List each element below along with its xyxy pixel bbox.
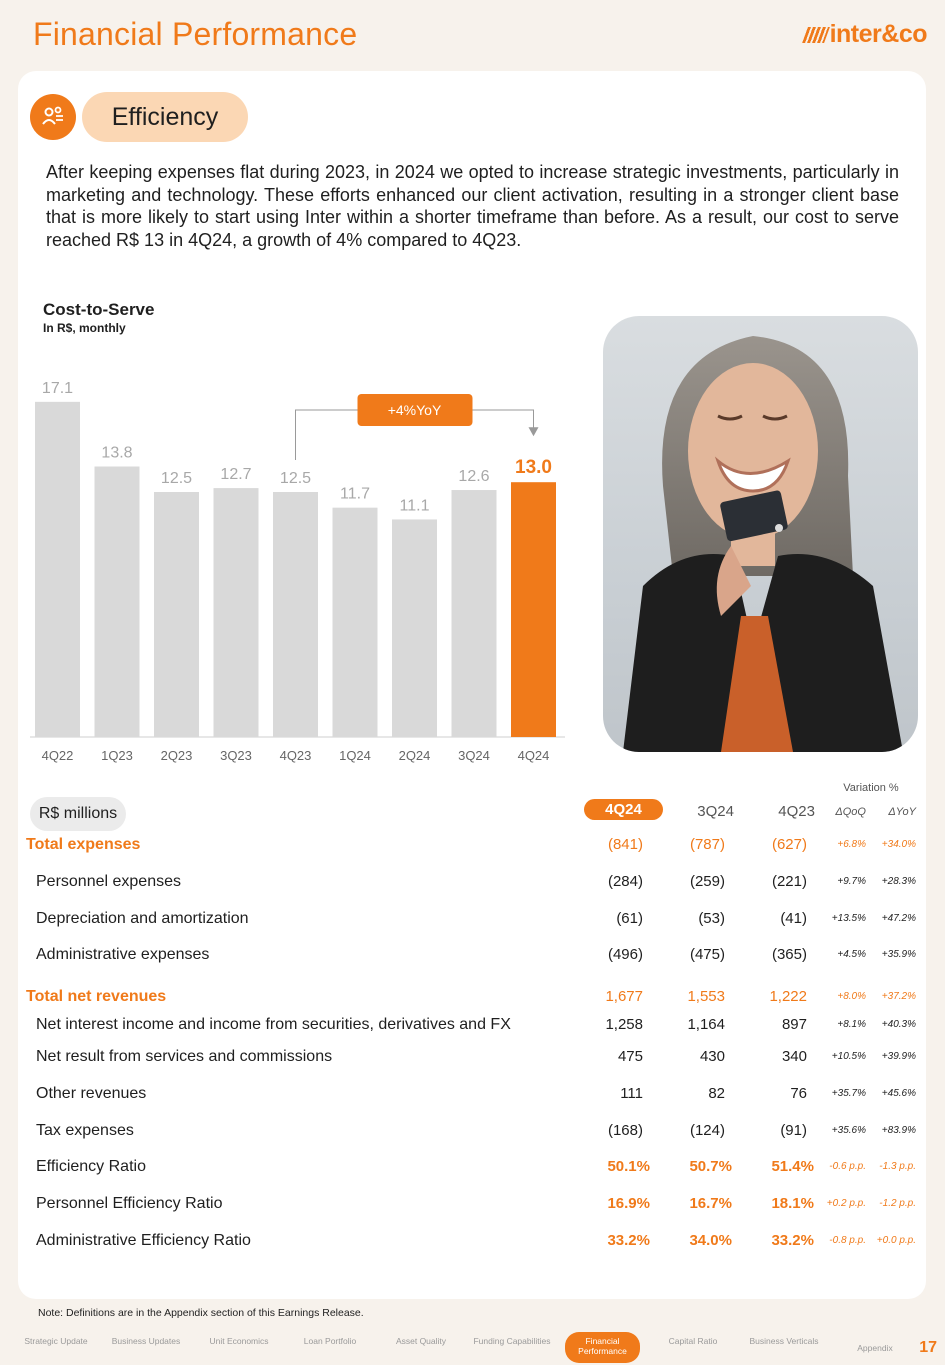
bar-1Q24 — [333, 508, 378, 737]
bar-2Q23 — [154, 492, 199, 737]
row-value-3q24: (787) — [689, 836, 725, 853]
nav-item-financial-performance[interactable]: Financial Performance — [565, 1332, 640, 1363]
x-tick-label: 2Q24 — [398, 748, 431, 763]
row-delta-qoq: +35.6% — [831, 1125, 866, 1136]
row-delta-qoq: +10.5% — [831, 1051, 866, 1062]
row-value-3q24: (475) — [689, 946, 725, 963]
row-value-4q24: 475 — [617, 1048, 643, 1065]
row-value-4q23: (41) — [780, 910, 807, 927]
row-label: Net result from services and commissions — [36, 1048, 333, 1065]
row-value-4q24: 1,258 — [605, 1016, 643, 1033]
col-header-3q24: 3Q24 — [697, 803, 734, 820]
section-navigation — [0, 1332, 945, 1365]
row-value-4q23: 18.1% — [771, 1195, 814, 1212]
table-row — [0, 1122, 945, 1152]
table-row — [0, 1195, 945, 1225]
row-value-3q24: (259) — [689, 873, 725, 890]
row-value-4q23: (221) — [771, 873, 807, 890]
row-delta-yoy: +47.2% — [881, 913, 916, 924]
x-tick-label: 4Q23 — [279, 748, 312, 763]
nav-item-unit-economics[interactable]: Unit Economics — [209, 1336, 269, 1346]
col-header-qoq: ΔQoQ — [835, 806, 866, 818]
bar-value-label: 17.1 — [41, 379, 74, 397]
bar-value-label: 11.1 — [399, 497, 430, 515]
row-label: Administrative Efficiency Ratio — [36, 1232, 251, 1249]
brand-logo — [805, 20, 927, 49]
row-label: Total net revenues — [26, 988, 167, 1005]
row-delta-yoy: +40.3% — [881, 1019, 916, 1030]
table-row — [0, 1048, 945, 1078]
chart-title: Cost-to-Serve — [43, 300, 155, 319]
row-value-4q23: 1,222 — [769, 988, 807, 1005]
nav-item-business-verticals[interactable]: Business Verticals — [749, 1336, 819, 1346]
page-number: 17 — [919, 1339, 937, 1356]
row-delta-yoy: +37.2% — [881, 991, 916, 1002]
row-delta-qoq: +6.8% — [837, 839, 866, 850]
row-delta-qoq: +4.5% — [837, 949, 866, 960]
nav-item-funding-capabilities[interactable]: Funding Capabilities — [473, 1336, 551, 1346]
nav-item-appendix[interactable]: Appendix — [857, 1343, 893, 1353]
bar-value-label: 13.8 — [101, 444, 133, 462]
brand-stripes-icon — [802, 27, 830, 43]
row-delta-qoq: +35.7% — [831, 1088, 866, 1099]
intro-paragraph: After keeping expenses flat during 2023, in 2024 we opted to increase strategic investments, particularly in marketing and technology. These efforts enhanced our client activation, resulting in a stronger client base that is more likely to start using Inter within a shorter timeframe than before. As a result, our cost to serve reached R$ 13 in 4Q24, a growth of 4% compared to 4Q23. — [46, 162, 899, 250]
x-tick-label: 4Q24 — [517, 748, 550, 763]
row-value-3q24: 50.7% — [689, 1158, 732, 1175]
row-delta-yoy: +35.9% — [881, 949, 916, 960]
row-delta-qoq: +13.5% — [831, 913, 866, 924]
brand-name: inter&co — [829, 20, 927, 48]
col-header-yoy: ΔYoY — [888, 806, 916, 818]
row-value-4q23: 33.2% — [771, 1232, 814, 1249]
row-value-4q24: 33.2% — [607, 1232, 650, 1249]
row-delta-qoq: +9.7% — [837, 876, 866, 887]
footnote: Note: Definitions are in the Appendix section of this Earnings Release. — [38, 1307, 364, 1319]
bar-4Q23 — [273, 492, 318, 737]
row-label: Total expenses — [26, 836, 141, 853]
row-value-3q24: 1,553 — [687, 988, 725, 1005]
unit-label: R$ millions — [30, 797, 126, 831]
x-tick-label: 1Q23 — [101, 748, 133, 763]
row-value-4q23: (91) — [780, 1122, 807, 1139]
row-delta-yoy: +28.3% — [881, 876, 916, 887]
row-value-4q23: 340 — [781, 1048, 807, 1065]
row-label: Depreciation and amortization — [36, 910, 249, 927]
bar-4Q22 — [35, 402, 80, 737]
row-delta-yoy: +39.9% — [881, 1051, 916, 1062]
table-row — [0, 1085, 945, 1115]
row-delta-yoy: +34.0% — [881, 839, 916, 850]
table-row — [0, 1016, 945, 1046]
x-tick-label: 3Q24 — [458, 748, 490, 763]
bar-4Q24 — [511, 482, 556, 737]
row-delta-qoq: -0.8 p.p. — [829, 1235, 866, 1246]
variation-label: Variation % — [843, 782, 899, 794]
row-value-4q24: (61) — [616, 910, 643, 927]
row-value-4q24: 111 — [620, 1085, 643, 1102]
row-delta-yoy: +45.6% — [881, 1088, 916, 1099]
row-value-4q24: (841) — [607, 836, 643, 853]
cost-to-serve-chart — [30, 370, 570, 770]
row-value-4q23: 51.4% — [771, 1158, 814, 1175]
bar-value-label: 12.7 — [220, 466, 252, 484]
row-value-3q24: 430 — [699, 1048, 725, 1065]
bar-3Q23 — [214, 488, 259, 737]
row-delta-qoq: +0.2 p.p. — [826, 1198, 866, 1209]
bar-2Q24 — [392, 519, 437, 737]
row-value-4q24: (496) — [607, 946, 643, 963]
bar-3Q24 — [452, 490, 497, 737]
row-value-4q23: (365) — [771, 946, 807, 963]
bar-value-label: 12.5 — [279, 470, 312, 487]
bar-value-label: 11.7 — [340, 485, 370, 503]
woman-with-card-photo — [603, 316, 918, 752]
row-value-4q24: (168) — [607, 1122, 643, 1139]
row-label: Net interest income and income from securities, derivatives and FX — [36, 1016, 511, 1033]
row-delta-yoy: -1.2 p.p. — [879, 1198, 916, 1209]
row-value-4q24: 16.9% — [607, 1195, 650, 1212]
table-row — [0, 988, 945, 1018]
row-value-4q23: 76 — [790, 1085, 807, 1102]
row-delta-yoy: +0.0 p.p. — [876, 1235, 916, 1246]
table-row — [0, 873, 945, 903]
row-value-4q24: 1,677 — [605, 988, 643, 1005]
x-tick-label: 3Q23 — [220, 748, 252, 763]
row-value-4q24: 50.1% — [607, 1158, 650, 1175]
bar-1Q23 — [95, 467, 140, 737]
row-value-4q24: (284) — [607, 873, 643, 890]
table-row — [0, 836, 945, 866]
row-delta-qoq: +8.0% — [837, 991, 866, 1002]
row-value-3q24: 16.7% — [689, 1195, 732, 1212]
col-header-4q23: 4Q23 — [778, 803, 815, 820]
row-delta-qoq: +8.1% — [837, 1019, 866, 1030]
nav-item-strategic-update[interactable]: Strategic Update — [24, 1336, 88, 1346]
nav-item-business-updates[interactable]: Business Updates — [111, 1336, 181, 1346]
x-tick-label: 2Q23 — [160, 748, 193, 763]
row-label: Personnel Efficiency Ratio — [36, 1195, 223, 1212]
x-tick-label: 4Q22 — [41, 748, 74, 763]
nav-item-loan-portfolio[interactable]: Loan Portfolio — [303, 1336, 357, 1346]
row-label: Tax expenses — [36, 1122, 134, 1139]
row-label: Other revenues — [36, 1085, 147, 1102]
yoy-badge-label: +4%YoY — [387, 402, 442, 418]
table-row — [0, 910, 945, 940]
table-row — [0, 1232, 945, 1262]
table-row — [0, 1158, 945, 1188]
yoy-arrow-icon — [529, 427, 539, 436]
row-value-3q24: (124) — [689, 1122, 725, 1139]
row-delta-yoy: +83.9% — [881, 1125, 916, 1136]
chart-subtitle: In R$, monthly — [43, 321, 126, 335]
page-title: Financial Performance — [33, 16, 358, 52]
bar-value-label: 12.5 — [160, 470, 193, 487]
row-delta-qoq: -0.6 p.p. — [829, 1161, 866, 1172]
row-delta-yoy: -1.3 p.p. — [879, 1161, 916, 1172]
nav-item-asset-quality[interactable]: Asset Quality — [395, 1336, 447, 1346]
row-value-3q24: 1,164 — [687, 1016, 725, 1033]
x-tick-label: 1Q24 — [339, 748, 371, 763]
section-label: Efficiency — [82, 92, 248, 142]
people-icon — [30, 94, 76, 140]
row-value-3q24: (53) — [698, 910, 725, 927]
row-value-4q23: 897 — [781, 1016, 807, 1033]
col-header-4q24: 4Q24 — [584, 799, 663, 820]
table-row — [0, 946, 945, 976]
bar-value-label: 12.6 — [458, 468, 490, 486]
row-value-3q24: 82 — [708, 1085, 725, 1102]
row-label: Personnel expenses — [36, 873, 181, 890]
bar-value-label: 13.0 — [515, 457, 552, 479]
row-label: Administrative expenses — [36, 946, 210, 963]
row-value-3q24: 34.0% — [689, 1232, 732, 1249]
row-label: Efficiency Ratio — [36, 1158, 146, 1175]
nav-item-capital-ratio[interactable]: Capital Ratio — [668, 1336, 718, 1346]
row-value-4q23: (627) — [771, 836, 807, 853]
